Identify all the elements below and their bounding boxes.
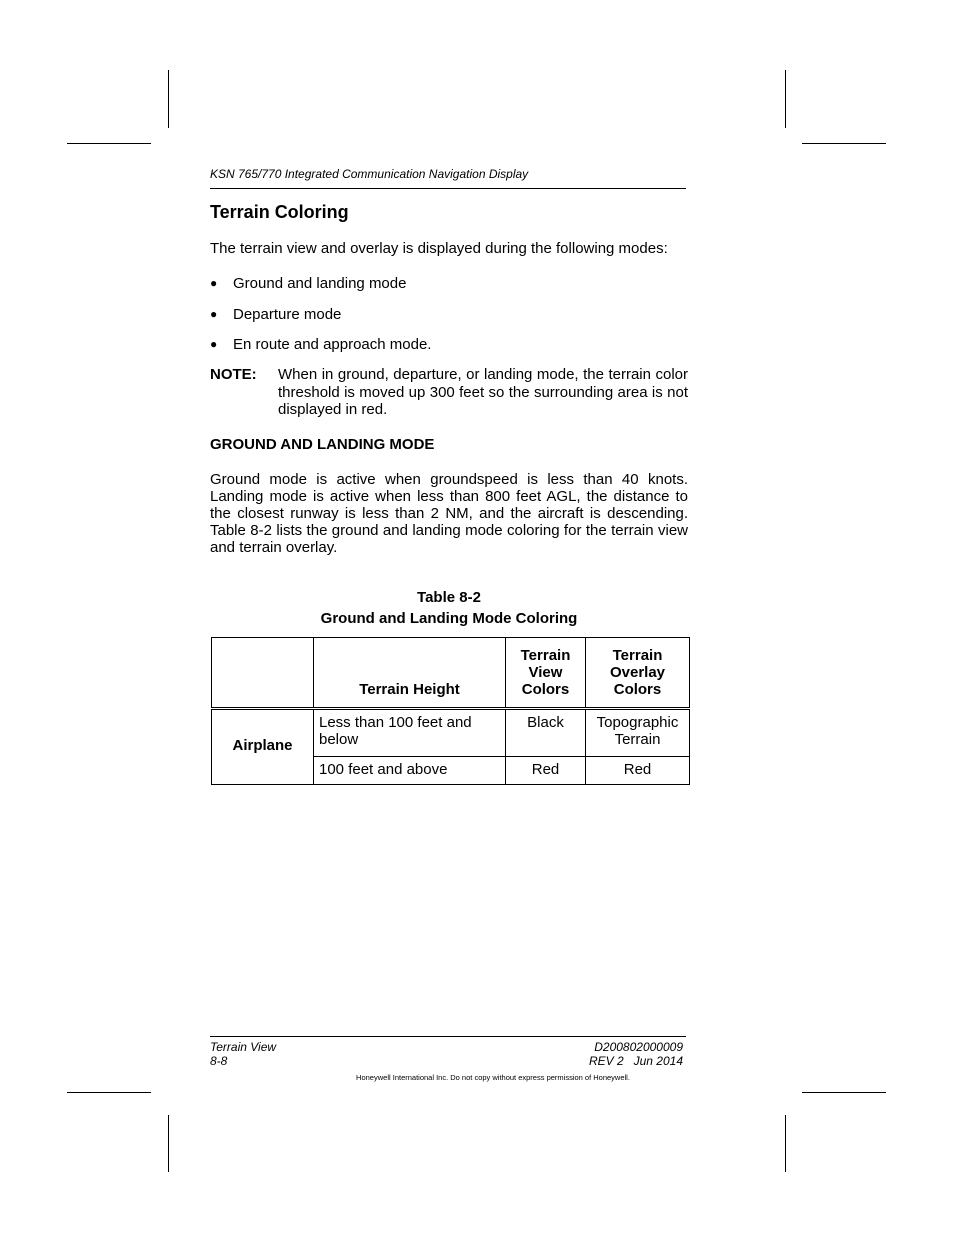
running-header: KSN 765/770 Integrated Communication Navigation Display	[210, 166, 686, 189]
mode-list	[210, 275, 431, 367]
footer-section-name: Terrain View	[210, 1040, 277, 1054]
list-item	[210, 306, 431, 337]
table-header-row	[212, 638, 690, 709]
cell-view-color: Red	[506, 757, 586, 785]
list-item-text: En route and approach mode.	[233, 336, 432, 353]
header-line: View	[528, 664, 563, 681]
header-line: Overlay	[609, 664, 666, 681]
header-blank-cell	[212, 638, 314, 709]
footer-revision: REV 2 Jun 2014	[588, 1054, 683, 1068]
cell-line: Topographic	[596, 714, 679, 731]
bullet-icon: ●	[210, 276, 218, 290]
row-group-label: Airplane	[212, 709, 314, 785]
crop-mark-top-left-horizontal	[67, 143, 151, 144]
subsection-title: GROUND AND LANDING MODE	[210, 436, 435, 453]
header-terrain-view-colors	[506, 638, 586, 709]
header-line: Terrain	[520, 647, 571, 664]
crop-mark-top-left-vertical	[168, 70, 169, 128]
copyright-notice: Honeywell International Inc. Do not copy without express permission of Honeywell.	[356, 1073, 630, 1082]
crop-mark-top-right-vertical	[785, 70, 786, 128]
cell-overlay-color	[586, 709, 690, 757]
subsection-paragraph: Ground mode is active when groundspeed is less than 40 knots. Landing mode is active when less than 800 feet AGL, the distance to the closest runway is less than 2 NM, and the aircraft is descending. Table 8‑2 lists the ground and landing mode coloring for the terrain view and terrain overlay.	[210, 471, 688, 556]
cell-terrain-height: 100 feet and above	[314, 757, 506, 785]
cell-terrain-height: Less than 100 feet and below	[314, 709, 506, 757]
crop-mark-bottom-left-vertical	[168, 1115, 169, 1172]
header-line: Colors	[521, 681, 570, 698]
header-terrain-height: Terrain Height	[314, 638, 506, 709]
note-text: When in ground, departure, or landing mode, the terrain color threshold is moved up 300 feet so the surrounding area is not displayed in red.	[278, 366, 688, 418]
table-row	[212, 709, 690, 757]
crop-mark-bottom-right-vertical	[785, 1115, 786, 1172]
footer-right	[486, 1040, 683, 1068]
cell-view-color: Black	[506, 709, 586, 757]
bullet-icon: ●	[210, 306, 218, 321]
header-line: Terrain	[612, 647, 663, 664]
header-line: Colors	[613, 681, 662, 698]
list-item-text: Ground and landing mode	[233, 275, 407, 292]
cell-line: Terrain	[614, 731, 661, 748]
list-item	[210, 275, 431, 306]
section-title: Terrain Coloring	[210, 202, 349, 222]
list-item	[210, 336, 431, 367]
note-label: NOTE:	[210, 366, 257, 383]
footer-left	[210, 1040, 276, 1068]
coloring-table	[211, 637, 690, 785]
table-caption: Ground and Landing Mode Coloring	[320, 610, 578, 627]
list-item-text: Departure mode	[233, 305, 342, 323]
cell-overlay-color: Red	[586, 757, 690, 785]
table-number: Table 8‑2	[417, 589, 481, 606]
note-block	[210, 366, 688, 419]
footer-doc-number: D200802000009	[594, 1040, 683, 1054]
intro-paragraph: The terrain view and overlay is displayed during the following modes:	[210, 240, 668, 257]
crop-mark-bottom-left-horizontal	[67, 1092, 151, 1093]
crop-mark-top-right-horizontal	[802, 143, 886, 144]
header-terrain-overlay-colors	[586, 638, 690, 709]
footer-rule	[210, 1036, 686, 1037]
bullet-icon: ●	[210, 337, 218, 351]
crop-mark-bottom-right-horizontal	[802, 1092, 886, 1093]
footer-page-number: 8-8	[210, 1054, 228, 1068]
